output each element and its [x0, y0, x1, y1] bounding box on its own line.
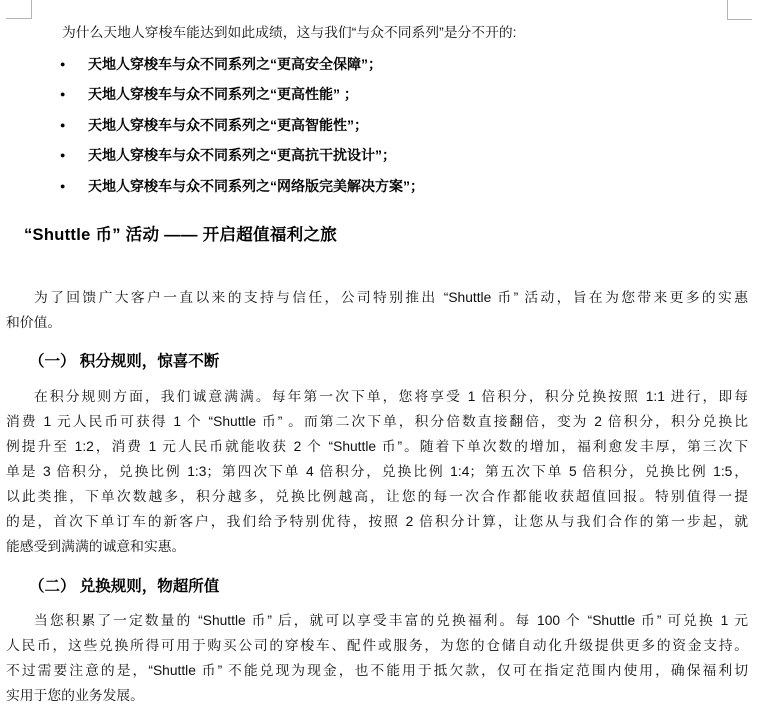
bullet-item	[60, 82, 358, 107]
bullet-dot-icon: ●	[60, 89, 66, 99]
intro-paragraph: 为什么天地人穿梭车能达到如此成绩，这与我们“与众不同系列”是分不开的:	[62, 25, 517, 40]
paragraph-line: 在积分规则方面，我们诚意满满。每年第一次下单，您将享受 1 倍积分，积分兑换按照 1:1 进行，即每	[34, 389, 748, 404]
paragraph-line: 消费 1 元人民币可获得 1 个 “Shuttle 币” 。而第二次下单，积分倍数直接翻倍，变为 2 倍积分，积分兑换比	[6, 414, 748, 429]
bullet-item	[60, 143, 396, 168]
crop-mark-top-left-icon	[6, 0, 32, 19]
paragraph-line: 不过需要注意的是，“Shuttle 币” 不能兑现为现金，也不能用于抵欠款，仅可在指定范围内使用，确保福利切	[6, 663, 748, 678]
paragraph-line: 和价值。	[6, 315, 62, 330]
crop-mark-top-right-icon	[727, 0, 752, 20]
bullet-item	[60, 113, 368, 138]
bullet-dot-icon: ●	[60, 150, 66, 160]
paragraph-line: 单是 3 倍积分，兑换比例 1:3；第四次下单 4 倍积分，兑换比例 1:4；第五次下单 5 倍积分，兑换比例 1:5，	[6, 464, 748, 479]
paragraph-line: 以此类推，下单次数越多，积分越多，兑换比例越高，让您的每一次合作都能收获超值回报。特别值得一提	[6, 489, 748, 504]
paragraph-line: 能感受到满满的诚意和实惠。	[6, 539, 186, 554]
paragraph-line: 人民币，这些兑换所得可用于购买公司的穿梭车、配件或服务，为您的仓储自动化升级提供更多的资金支持。	[6, 638, 748, 653]
paragraph-line: 当您积累了一定数量的 “Shuttle 币” 后，就可以享受丰富的兑换福利。每 100 个 “Shuttle 币” 可兑换 1 元	[34, 613, 748, 628]
bullet-item	[60, 52, 382, 77]
paragraph-line: 为了回馈广大客户一直以来的支持与信任，公司特别推出 “Shuttle 币” 活动，旨在为您带来更多的实惠	[34, 290, 748, 305]
bullet-text: 天地人穿梭车与众不同系列之“更高性能” ；	[88, 86, 358, 102]
paragraph-line: 例提升至 1:2，消费 1 元人民币就能收获 2 个 “Shuttle 币”。随着下单次数的增加，福利愈发丰厚，第三次下	[6, 439, 748, 454]
section2-paragraph	[6, 608, 748, 708]
bullet-dot-icon: ●	[60, 181, 66, 191]
bullet-dot-icon: ●	[60, 59, 66, 69]
promo-paragraph	[6, 285, 748, 335]
bullet-text: 天地人穿梭车与众不同系列之“网络版完美解决方案”；	[88, 178, 424, 194]
shuttle-coin-heading: “Shuttle 币” 活动 —— 开启超值福利之旅	[24, 226, 338, 244]
bullet-item	[60, 174, 424, 199]
section2-heading: （二） 兑换规则，物超所值	[29, 578, 220, 595]
section1-paragraph	[6, 384, 748, 559]
bullet-dot-icon: ●	[60, 120, 66, 130]
section1-heading: （一） 积分规则，惊喜不断	[29, 353, 220, 370]
paragraph-line: 实用于您的业务发展。	[6, 688, 144, 703]
bullet-text: 天地人穿梭车与众不同系列之“更高安全保障”；	[88, 56, 382, 72]
bullet-text: 天地人穿梭车与众不同系列之“更高智能性”；	[88, 117, 368, 133]
bullet-text: 天地人穿梭车与众不同系列之“更高抗干扰设计”；	[88, 147, 396, 163]
paragraph-line: 的是，首次下单订车的新客户，我们给予特别优待，按照 2 倍积分计算，让您从与我们合作的第一步起，就	[6, 514, 748, 529]
